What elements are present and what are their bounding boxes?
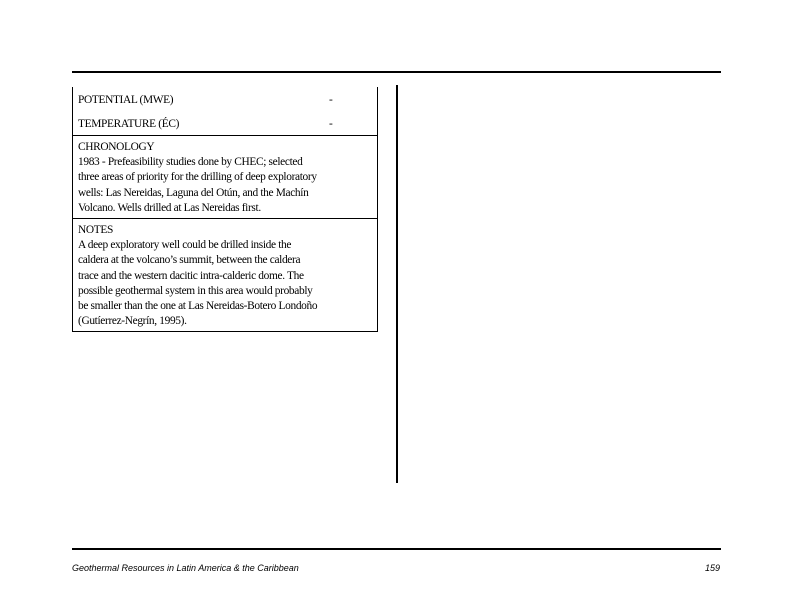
temperature-value: - [329,118,333,130]
chronology-section [72,135,378,219]
notes-line: (Gutíerrez-Negrín, 1995). [78,315,187,328]
notes-line: be smaller than the one at Las Nereidas-Botero Londoño [78,300,318,313]
chronology-line: wells: Las Nereidas, Laguna del Otún, and the Machín [78,186,309,199]
notes-line: trace and the western dacitic intra-calderic dome. The [78,269,304,282]
column-divider [396,85,398,483]
page-number: 159 [704,563,720,573]
field-data-table [72,87,378,332]
chronology-line: 1983 - Prefeasibility studies done by CHEC; selected [78,156,303,169]
notes-line: A deep exploratory well could be drilled inside the [78,239,292,252]
notes-section [72,219,378,332]
potential-row [72,87,378,111]
temperature-label: TEMPERATURE (ÉC) [78,118,180,130]
notes-heading: NOTES [78,224,113,237]
chronology-heading: CHRONOLOGY [78,141,155,153]
notes-line: caldera at the volcano’s summit, between the caldera [78,254,301,267]
chronology-line: Volcano. Wells drilled at Las Nereidas first. [78,201,261,214]
temperature-row [72,111,378,135]
chronology-line: three areas of priority for the drilling of deep exploratory [78,171,317,184]
potential-value: - [329,94,333,106]
potential-label: POTENTIAL (MWE) [78,94,174,106]
notes-line: possible geothermal system in this area would probably [78,284,313,297]
header-rule [72,71,721,73]
footer-rule [72,548,721,550]
footer-title: Geothermal Resources in Latin America & the Caribbean [72,563,299,573]
